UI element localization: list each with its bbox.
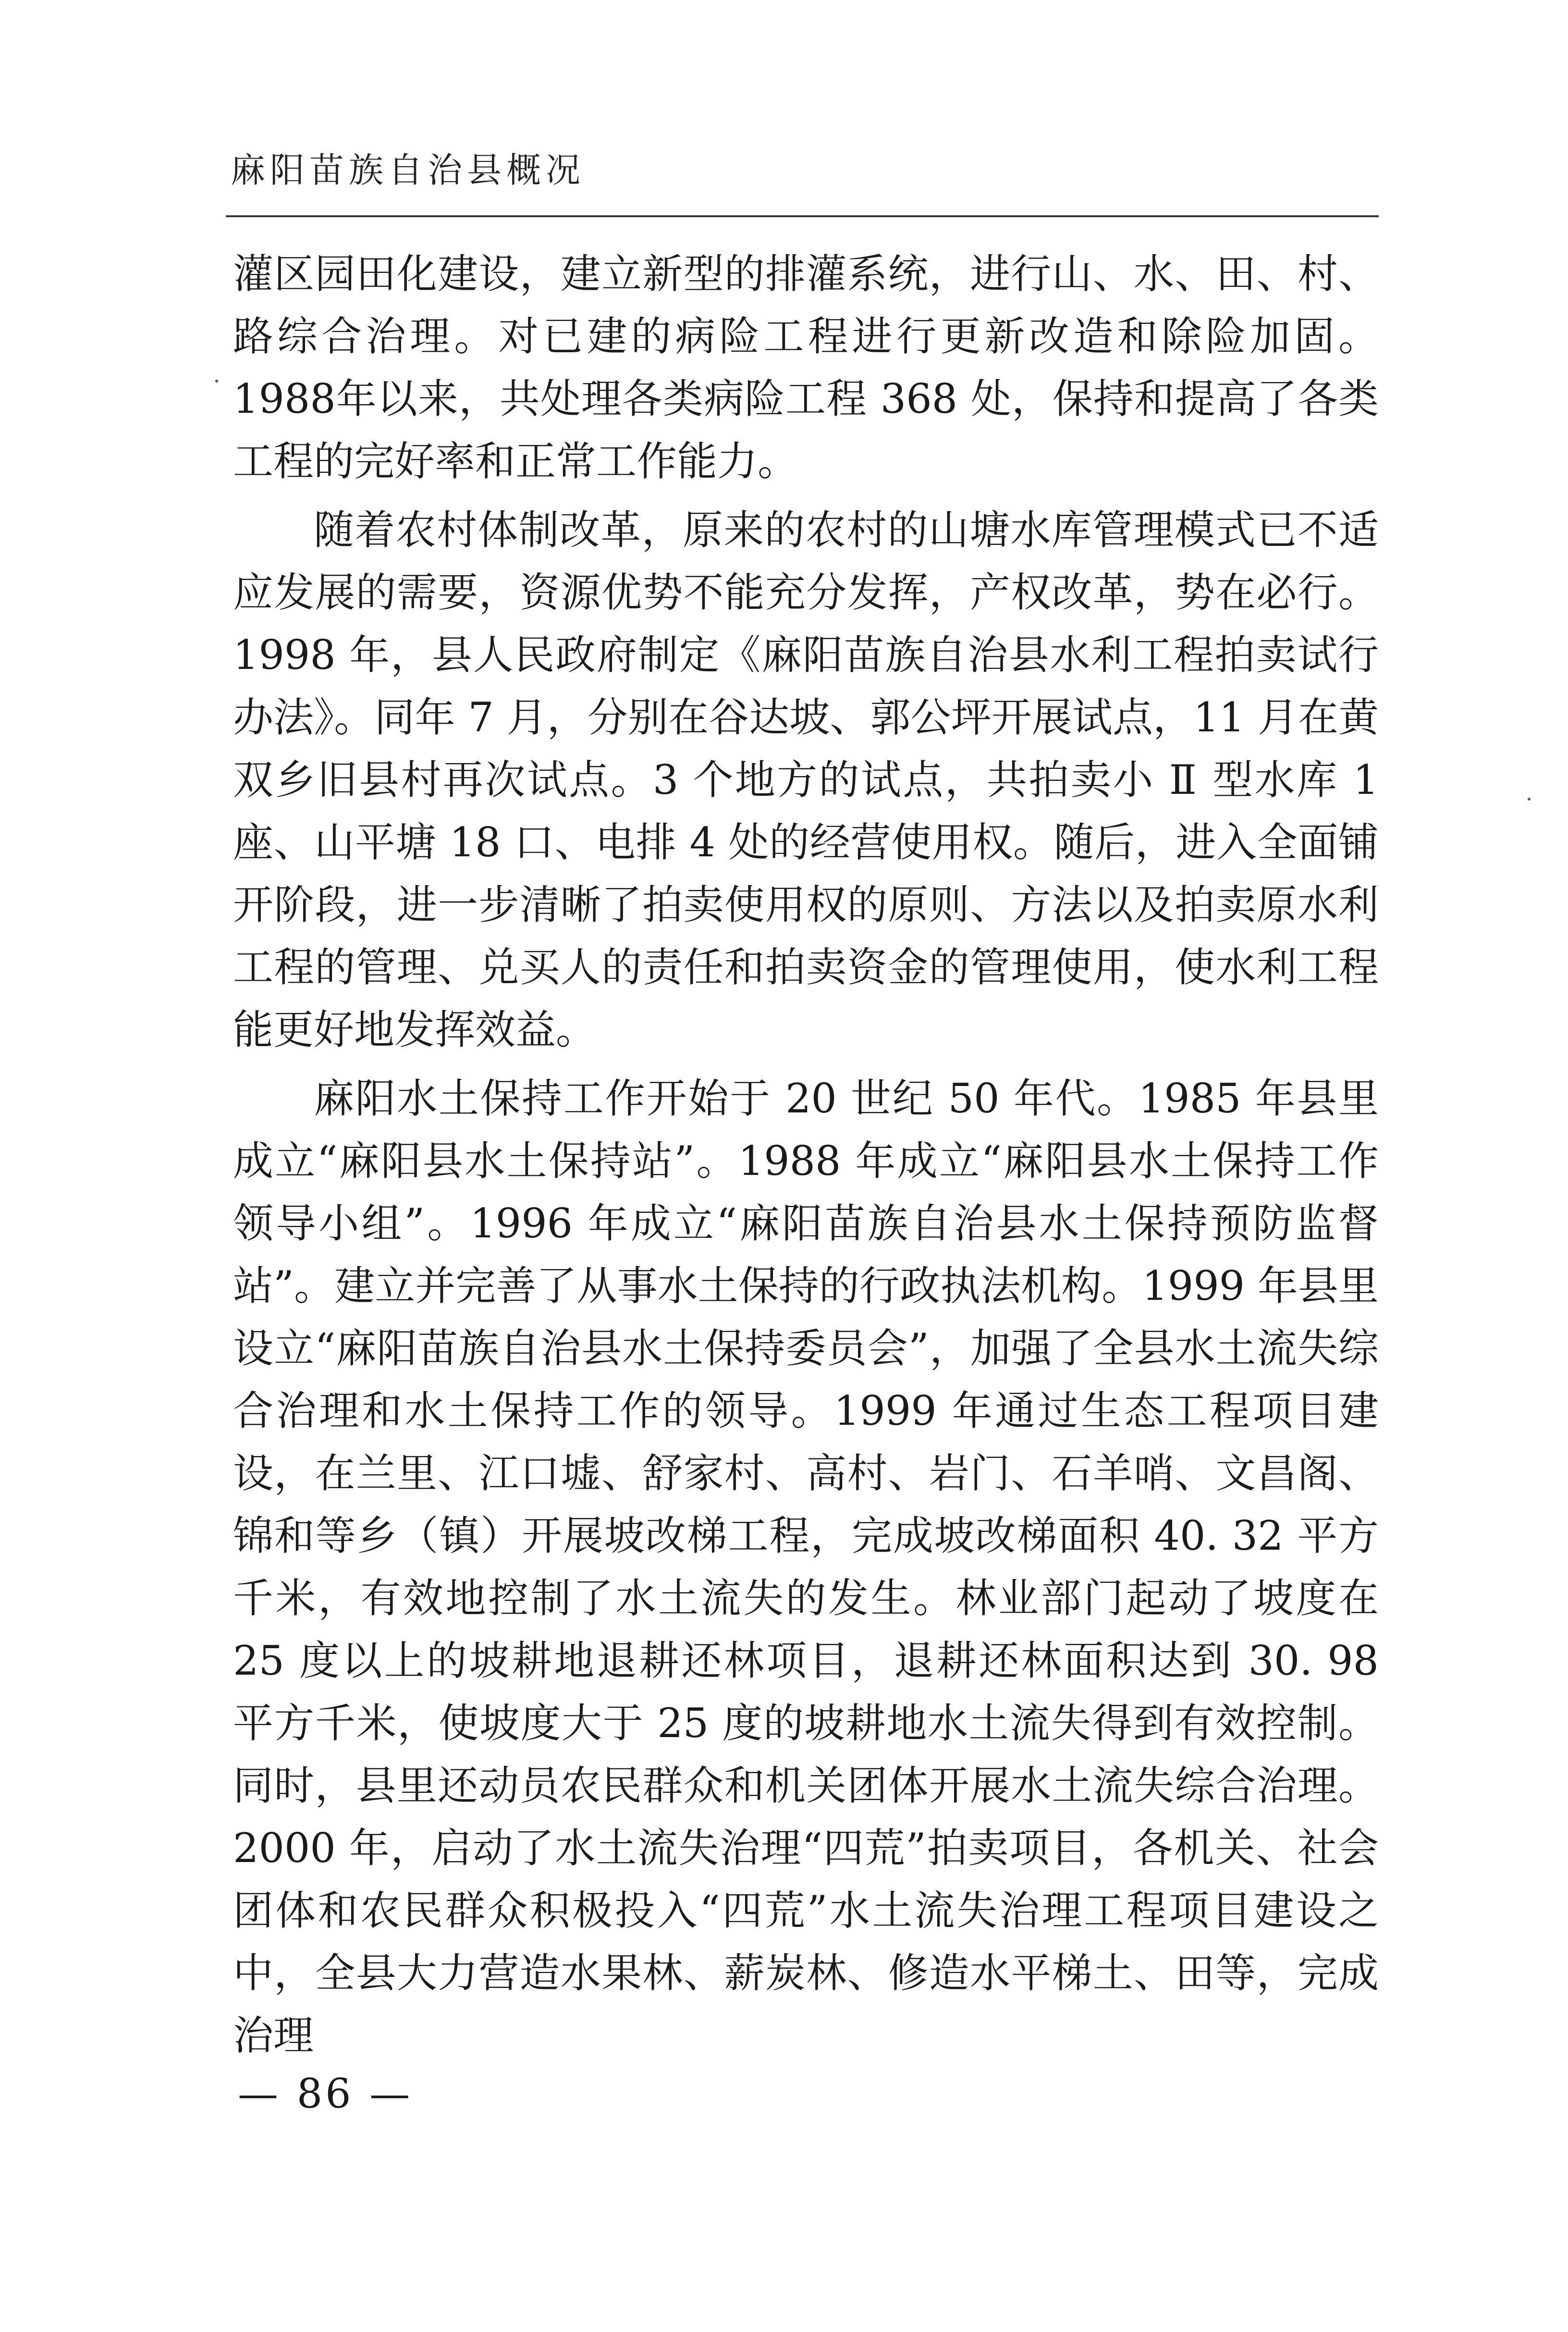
header-rule bbox=[226, 215, 1379, 217]
running-header-title: 麻阳苗族自治县概况 bbox=[231, 150, 586, 190]
scan-speck bbox=[215, 380, 218, 382]
paragraph: 麻阳水土保持工作开始于 20 世纪 50 年代。1985 年县里成立“麻阳县水土保持站”。1988 年成立“麻阳县水土保持工作领导小组”。1996 年成立“麻阳苗族自治县水土保持预防监督站”。建立并完善了从事水土保持的行政执法机构。1999 年县里设立“麻阳苗族自治县水土保持委员会”，加强了全县水土流失综合治理和水土保持工作的领导。1999 年通过生态工程项目建设，在兰里、江口墟、舒家村、高村、岩门、石羊哨、文昌阁、锦和等乡（镇）开展坡改梯工程，完成坡改梯面积 40. 32 平方千米，有效地控制了水土流失的发生。林业部门起动了坡度在 25 度以上的坡耕地退耕还林项目，退耕还林面积达到 30. 98 平方千米，使坡度大于 25 度的坡耕地水土流失得到有效控制。同时，县里还动员农民群众和机关团体开展水土流失综合治理。2000 年，启动了水土流失治理“四荒”拍卖项目，各机关、社会团体和农民群众积极投入“四荒”水土流失治理工程项目建设之中，全县大力营造水果林、薪炭林、修造水平梯土、田等，完成治理 bbox=[233, 1075, 1379, 2059]
body-text bbox=[233, 243, 1379, 2073]
paragraph: 随着农村体制改革，原来的农村的山塘水库管理模式已不适应发展的需要，资源优势不能充分发挥，产权改革，势在必行。1998 年，县人民政府制定《麻阳苗族自治县水利工程拍卖试行办法》。同年 7 月，分别在谷达坡、郭公坪开展试点，11 月在黄双乡旧县村再次试点。3 个地方的试点，共拍卖小 Ⅱ 型水库 1 座、山平塘 18 口、电排 4 处的经营使用权。随后，进入全面铺开阶段，进一步清晰了拍卖使用权的原则、方法以及拍卖原水利工程的管理、兑买人的责任和拍卖资金的管理使用，使水利工程能更好地发挥效益。 bbox=[233, 506, 1379, 1053]
paragraph-continued: 灌区园田化建设，建立新型的排灌系统，进行山、水、田、村、路综合治理。对已建的病险工程进行更新改造和除险加固。1988年以来，共处理各类病险工程 368 处，保持和提高了各类工程的完好率和正常工作能力。 bbox=[233, 250, 1379, 485]
scan-speck bbox=[1528, 798, 1531, 801]
page-number: — 86 — bbox=[238, 2070, 413, 2117]
